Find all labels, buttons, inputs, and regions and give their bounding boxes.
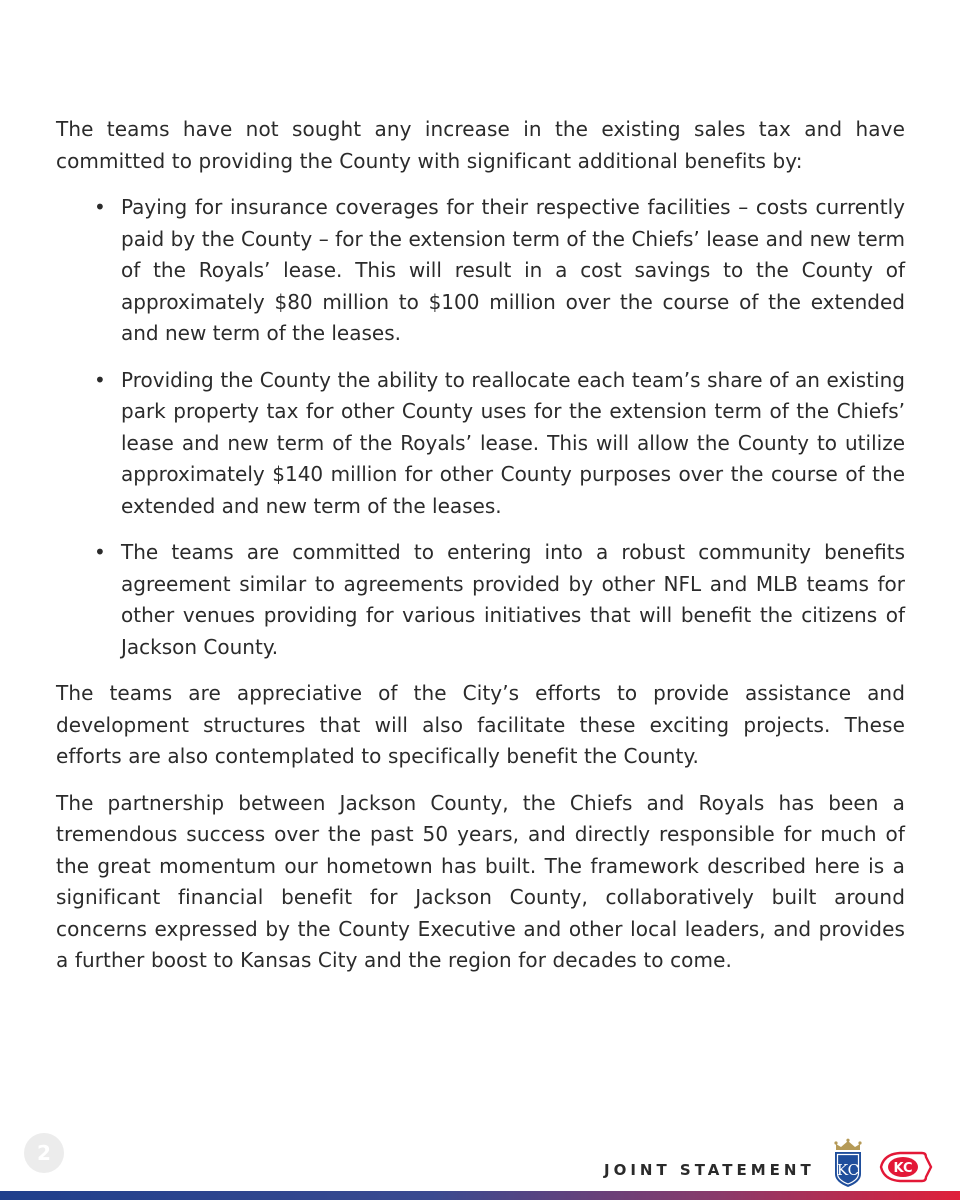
list-item [56, 192, 905, 350]
list-item-text: Paying for insurance coverages for their respective facilities – costs currently paid by the County – for the extension term of the Chiefs’ lease and new term of the Royals’ lease. This will result in a cost savings to the County of approximately $80 million to $100 million over the course of the extended and new term of the leases. [121, 195, 905, 345]
benefits-list [56, 192, 905, 663]
list-item [56, 537, 905, 663]
partnership-paragraph: The partnership between Jackson County, the Chiefs and Royals has been a tremendous success over the past 50 years, and directly responsible for much of the great momentum our hometown has built. The framework described here is a significant financial benefit for Jackson County, collaboratively built around concerns expressed by the County Executive and other local leaders, and provides a further boost to Kansas City and the region for decades to come. [56, 790, 905, 972]
statement-body [56, 114, 905, 992]
bullet-icon: • [94, 367, 106, 392]
list-item-text: Providing the County the ability to reallocate each team’s share of an existing park property tax for other County uses for the extension term of the Chiefs’ lease and new term of the Royals’ lease. This will allow the County to utilize approximately $140 million for other County purposes over the course of the extended and new term of the leases. [121, 367, 905, 518]
list-item-text: The teams are committed to entering into a robust community benefits agreement similar to agreements provided by other NFL and MLB teams for other venues providing for various initiatives that will benefit the citizens of Jackson County. [121, 540, 905, 659]
city-paragraph: The teams are appreciative of the City’s efforts to provide assistance and development structures that will also facilitate these exciting projects. These efforts are also contemplated to specifically benefit the County. [56, 681, 905, 768]
page-number-badge: 2 [24, 1133, 64, 1173]
intro-paragraph: The teams have not sought any increase in the existing sales tax and have committed to providing the County with significant additional benefits by: [56, 117, 905, 173]
joint-statement-label: JOINT STATEMENT [604, 1161, 815, 1179]
chiefs-logo-text: KC [893, 1161, 913, 1176]
bullet-icon: • [94, 540, 106, 564]
royals-logo-text: KC [836, 1161, 860, 1179]
bullet-icon: • [94, 195, 106, 219]
list-item [56, 365, 905, 523]
bottom-color-bar [0, 1191, 960, 1200]
chiefs-logo-icon [878, 1148, 934, 1186]
royals-logo-icon [832, 1138, 864, 1188]
